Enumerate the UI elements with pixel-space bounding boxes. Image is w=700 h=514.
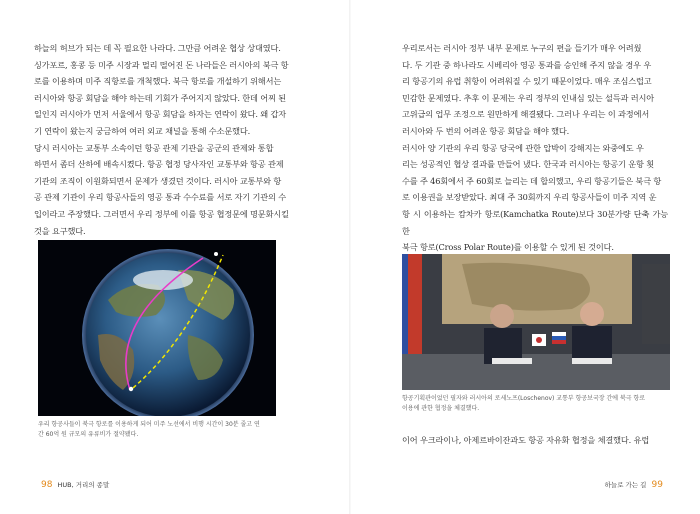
globe-caption: 우리 항공사들이 북극 항로를 이용하게 되어 미주 노선에서 비행 시간이 30분 줄고 연 간 60억 원 규모의 유류비가 절약됐다. [38, 421, 260, 438]
globe-illustration [38, 240, 276, 416]
footer-left-title: HUB, 거리의 종말 [57, 481, 110, 489]
globe-route-image [38, 240, 276, 416]
footer-right [605, 480, 666, 490]
signing-caption: 항공기획관이었던 필자와 러시아의 로세노프(Loschenov) 교통부 항공보국장 간에 북극 항로 이용에 관한 협정을 체결했다. [402, 395, 646, 412]
right-body-text: 우리로서는 러시아 정부 내부 문제로 누구의 편을 들기가 매우 어려웠 다. 두 기관 중 하나라도 시베리아 영공 통과를 승인해 주지 않을 경우 우 리 항공기의 유럽 취항이 어려워질 수 있기 때문이었다. 매우 조심스럽고 민감한 문제였다. 추후 이 문제는 우리 정부의 인내심 있는 설득과 러시아 고위급의 업무 조정으로 원만하게 해결됐다. 그러나 우리는 이 과정에서 러시아와 두 번의 어려운 항공 회담을 해야 했다. 러시아 양 기관의 우리 항공 당국에 관한 압박이 강해지는 와중에도 우 리는 성공적인 협상 결과를 만들어 냈다. 한국과 러시아는 항공기 운항 횟 수를 주 46회에서 주 60회로 늘리는 데 합의했고, 우리 항공기들은 북극 항 로 이용권을 보장받았다. 최대 주 30회까지 우리 항공사들이 미주 지역 운 항 시 이용하는 캄차카 항로(Kamchatka Route)보다 30분가량 단축 가능한 북극 항로(Cross Polar Route)를 이용할 수 있게 된 것이다. [402, 43, 668, 253]
right-bottom-text: 이어 우크라이나, 아제르바이잔과도 항공 자유화 협정을 체결했다. 유럽 [402, 435, 650, 445]
left-body-text: 하늘의 허브가 되는 데 꼭 필요한 나라다. 그만큼 어려운 협상 상대였다. 싱가포르, 홍콩 등 미주 시장과 멀리 떨어진 돈 나라들은 러시아의 북극 항 로를 이용하며 미주 직항로를 개척했다. 북극 항로를 개설하기 위해서는 러시아와 항공 회담을 해야 하는데 기회가 주어지지 않았다. 한데 어찌 된 일인지 러시아가 먼저 서울에서 항공 회담을 하자는 연락이 왔다. 왜 갑자 기 연락이 왔는지 궁금하여 여러 외교 채널을 통해 수소문했다. 당시 러시아는 교통부 소속이던 항공 관제 기관을 공군의 관제와 통합 하면서 좀더 산하에 배속시켰다. 항공 협정 당사자인 교통부와 항공 관제 기관의 조직이 이원화되면서 문제가 생겼던 것이다. 러시아 교통부와 항 공 관제 기관이 우리 항공사들의 영공 통과 수수료를 서로 자기 기관의 수 입이라고 주장했다. 그러면서 우리 정부에 이를 항공 협정문에 명문화시킬 것을 요구했다. [34, 43, 289, 236]
signing-ceremony-photo [402, 254, 670, 390]
book-spine [349, 0, 351, 514]
footer-left [38, 480, 109, 490]
footer-right-title: 하늘로 가는 길 [604, 481, 647, 489]
page-number-right: 99 [651, 480, 663, 490]
page-number-left: 98 [41, 480, 53, 490]
signing-illustration [402, 254, 670, 390]
